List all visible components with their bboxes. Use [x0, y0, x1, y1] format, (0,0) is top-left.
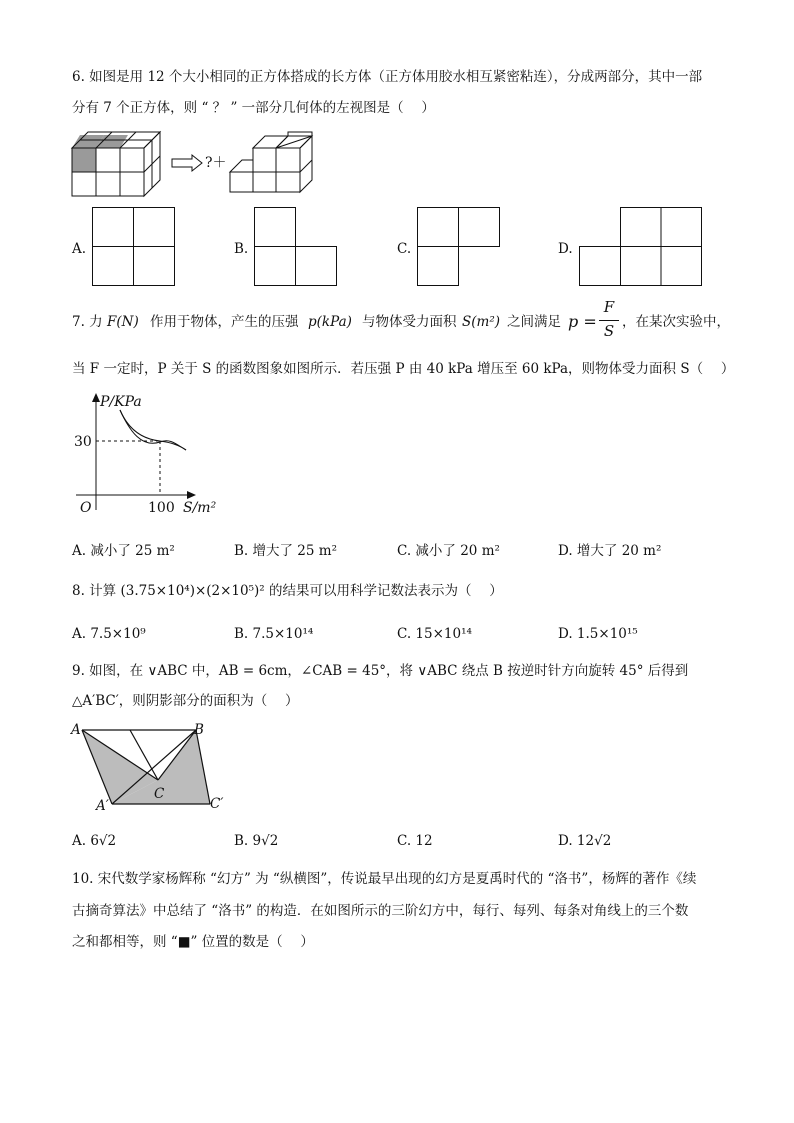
q10-stem-line1: 10. 宋代数学家杨辉称 “幻方” 为 “纵横图”，传说最早出现的幻方是夏禹时代的 “洛书”，杨辉的著作《续 — [72, 871, 697, 887]
q6-option-c-view[interactable] — [417, 207, 501, 287]
q7-option-d[interactable]: D. 增大了 20 m² — [558, 543, 662, 559]
q7-option-c[interactable]: C. 减小了 20 m² — [397, 543, 500, 559]
q9-label-c: C — [154, 786, 165, 802]
q6-option-a-view[interactable] — [92, 207, 176, 287]
q9-option-d[interactable]: D. 12√2 — [558, 833, 612, 849]
q10-stem-line2: 古摘奇算法》中总结了 “洛书” 的构造．在如图所示的三阶幻方中，每行、每列、每条对角线上的三个数 — [72, 903, 689, 919]
q9-label-c-prime: C′ — [210, 796, 224, 812]
q8-option-d[interactable]: D. 1.5×10¹⁵ — [558, 626, 638, 642]
q7-stem-part-d: 之间满足 — [507, 314, 561, 330]
q8-option-a[interactable]: A. 7.5×10⁹ — [72, 626, 146, 642]
q6-option-d-label[interactable]: D. — [558, 241, 573, 257]
q6-option-c-label[interactable]: C. — [397, 241, 412, 257]
q8-stem: 8. 计算 (3.75×10⁴)×(2×10⁵)² 的结果可以用科学记数法表示为（ ） — [72, 583, 503, 599]
q7-force-symbol: F(N) — [107, 314, 139, 330]
q6-option-d-view[interactable] — [579, 207, 703, 287]
q6-option-a-label[interactable]: A. — [72, 241, 87, 257]
q9-stem-line2: △A′BC′，则阴影部分的面积为（ ） — [72, 693, 299, 709]
q6-remaining-piece-figure — [228, 130, 323, 200]
q7-stem-part-c: 与物体受力面积 — [362, 314, 457, 330]
q7-area-symbol: S(m²) — [462, 314, 500, 330]
q8-option-b[interactable]: B. 7.5×10¹⁴ — [234, 626, 314, 642]
q8-option-c[interactable]: C. 15×10¹⁴ — [397, 626, 472, 642]
q6-stem-line1: 6. 如图是用 12 个大小相同的正方体搭成的长方体（正方体用胶水相互紧密粘连），分成两部分，其中一部 — [72, 69, 703, 85]
q6-cuboid-figure — [70, 130, 170, 200]
q9-option-c[interactable]: C. 12 — [397, 833, 433, 849]
q7-formula-bar — [599, 320, 619, 321]
q7-stem-part-b: 作用于物体，产生的压强 — [150, 314, 299, 330]
q7-graph-x-tick: 100 — [148, 500, 175, 516]
q6-arrow-icon — [172, 155, 204, 171]
q7-formula-lhs: p = — [568, 312, 597, 331]
q7-option-a[interactable]: A. 减小了 25 m² — [72, 543, 175, 559]
q6-option-b-view[interactable] — [254, 207, 338, 287]
q9-option-a[interactable]: A. 6√2 — [72, 833, 117, 849]
q7-pressure-symbol: p(kPa) — [308, 314, 352, 330]
q9-stem-line1: 9. 如图，在 ∨ABC 中，AB = 6cm，∠CAB = 45°，将 ∨ABC 绕点 B 按逆时针方向旋转 45° 后得到 — [72, 663, 689, 679]
q6-question-plus: ?＋ — [205, 155, 227, 171]
q7-graph-y-axis-label: P/KPa — [100, 394, 142, 410]
q7-stem-part-a: 7. 力 — [72, 314, 103, 330]
q7-stem-part-e: ，在某次实验中， — [622, 314, 730, 330]
q7-graph-origin: O — [80, 500, 92, 516]
q6-option-b-label[interactable]: B. — [234, 241, 249, 257]
q7-stem-line2: 当 F 一定时，P 关于 S 的函数图象如图所示．若压强 P 由 40 kPa 增压至 60 kPa，则物体受力面积 S（ ） — [72, 361, 735, 377]
q10-stem-line3: 之和都相等，则 “■” 位置的数是（ ） — [72, 934, 314, 950]
q9-label-b: B — [194, 722, 204, 738]
q7-graph-y-tick: 30 — [74, 434, 92, 450]
q7-formula-denominator: S — [603, 322, 615, 340]
q9-label-a-prime: A′ — [96, 798, 109, 814]
q7-option-b[interactable]: B. 增大了 25 m² — [234, 543, 337, 559]
q7-formula-numerator: F — [603, 298, 615, 316]
q7-graph-x-axis-label: S/m² — [183, 500, 217, 516]
q6-stem-line2: 分有 7 个正方体，则 “ ？ ” 一部分几何体的左视图是（ ） — [72, 100, 435, 116]
q9-option-b[interactable]: B. 9√2 — [234, 833, 279, 849]
q9-label-a: A — [71, 722, 81, 738]
